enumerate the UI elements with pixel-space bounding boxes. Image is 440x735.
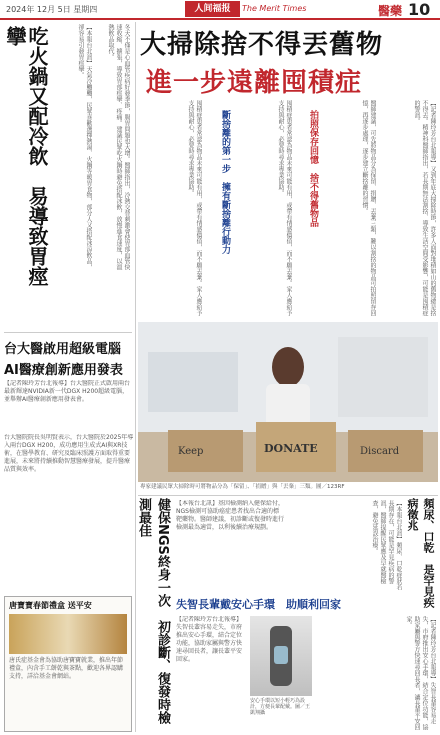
page-header bbox=[0, 0, 440, 20]
left-article-headline: 吃火鍋又配冷飲 易導致胃痙攣 bbox=[3, 26, 49, 286]
page-number: 10 bbox=[408, 0, 431, 19]
ai-headline-line1: 台大醫啟用超級電腦 bbox=[4, 342, 122, 357]
main-body-3: 囤積症患者常認為物品未來可能有用，或帶有情感價值，而不願丟棄。家人應給予支持與耐心，必要時尋求專業協助。 bbox=[277, 100, 292, 316]
newspaper-logo: 人间福报 bbox=[185, 1, 240, 17]
main-headline-1: 大掃除捨不得丟舊物 bbox=[140, 30, 384, 60]
ai-article-body: 台大醫院院長吳明賢表示，台大醫院於2025年導入兩台DGX H200，成功應用生成式AI與XR技術，在醫學教育、研究及臨床照護方面取得重要進展，未來將持續推動智慧醫療發展，提升醫療品質與效率。 bbox=[4, 434, 134, 473]
box-label-keep: Keep bbox=[178, 446, 204, 457]
divider-mid bbox=[138, 495, 438, 496]
divider-left bbox=[135, 22, 136, 732]
ad-title: 唐寶寶春節禮盒 送平安 bbox=[9, 601, 92, 610]
freq-headline: 頻尿、口乾 是罕見疾病徵兆 bbox=[406, 498, 435, 608]
box-label-discard: Discard bbox=[360, 446, 400, 457]
smart-wristband-photo bbox=[250, 616, 312, 696]
smart-headline: 失智長輩戴安心手環 助順利回家 bbox=[176, 598, 341, 611]
photo-illustration bbox=[138, 322, 438, 482]
issue-date: 2024年 12月 5日 星期四 bbox=[6, 5, 98, 14]
smart-body-left: 【記者陳玲芳台北報導】失智長輩容易走失，市府推出安心手環，結合定位功能，協助家屬與警方快速尋回長者，讓長輩平安回家。 bbox=[176, 616, 243, 663]
freq-body: 【本報台北訊】頻尿、口乾症狀若長期存在，可能是罕見疾病的警訊，醫師提醒民眾應及早就醫檢查，避免延誤治療。 bbox=[371, 500, 402, 590]
smart-caption: 安心手環以短小輕巧為設計，方便長輩配戴。圖／王凱翔攝 bbox=[250, 698, 311, 716]
caption-kicker: 拍照保存回憶 捨不得舊物品 bbox=[308, 110, 318, 227]
photo-caption: 專家建議民眾大掃除時可將物品分為「保留」、「捐贈」與「丟棄」三類。圖／123RF bbox=[140, 484, 345, 490]
newspaper-logo-en: The Merit Times bbox=[242, 4, 307, 13]
divider-ai bbox=[4, 332, 132, 333]
box-label-donate: DONATE bbox=[264, 442, 318, 455]
main-body-2: 醫師建議，可先將物品分為保留、捐贈、丟棄三類，難以割捨的物品可拍照留存回憶，再逐步處理，逐步建立斷捨離的習慣。 bbox=[361, 100, 376, 316]
sub-kicker: 斷捨離的第一步 擁有斷捨離行動力 bbox=[220, 110, 230, 254]
ai-article-headline bbox=[4, 338, 132, 378]
ad-gift-image bbox=[9, 614, 127, 654]
main-body-1: 【記者陳玲芳台北報導】又到年底大掃除時節，許多人面對堆積如山的舊物總是捨不得丟。精神科醫師指出，若長期無法割捨、導致生活空間受影響，可能是囤積症的警訊。 bbox=[413, 100, 436, 316]
ai-headline-line2: AI醫療創新應用發表 bbox=[4, 363, 123, 378]
main-photo bbox=[138, 322, 438, 482]
ngs-headline: 健保NGS終身一次 初診斷、復發時檢測最佳 bbox=[136, 498, 170, 724]
ad-body: 唐氏症基金會為協助唐寶寶就業，推出年節禮盒，內含手工餅乾與茶點，歡迎各界認購支持，詳洽基金會網站。 bbox=[9, 657, 124, 680]
left-article-intro: 【本報台北訊】天氣冷颼颼，民眾喜歡選擇熱湯、火鍋等暖胃食物，部分人又搭配冰涼飲品，卻容易引發胃痙攣。 bbox=[77, 24, 92, 270]
left-article-body: 冬天不僅是心血管疾病好發季節，腸胃問題也大增。醫師指出，冷熱交替刺激會使胃部血管快速收縮、擴張，導致胃部痙攣、疼痛。建議民眾吃火鍋時避免搭配冰飲，放慢進食速度，以溫熱飲品取代。 bbox=[107, 24, 130, 270]
main-headline-2: 進一步遠離囤積症 bbox=[146, 68, 363, 98]
main-body-4: 囤積症患者常認為物品未來可能有用，或帶有情感價值，而不願丟棄。家人應給予支持與耐心，必要時尋求專業協助。 bbox=[187, 100, 202, 316]
ad-box bbox=[4, 596, 132, 732]
ngs-body: 【本報台北訊】基因檢測納入健保給付，NGS檢測可協助癌症患者找出合適的標靶藥物。醫師建議，初診斷或復發時進行檢測最為適當，以利後續治療規劃。 bbox=[176, 500, 284, 531]
wristband-icon bbox=[250, 616, 312, 696]
ai-article-intro: 【記者陳玲芳台北報導】台大醫院正式啟用兩台最新輝達NVIDIA新一代DGX H200超級電腦，並舉辦AI醫療創新應用發表會。 bbox=[4, 380, 131, 403]
section-name: 醫藥 bbox=[378, 4, 403, 18]
smart-body-right: 【記者陳玲芳台北報導】失智長輩容易走失，市府推出安心手環，結合定位功能，協助家屬與警方快速尋回長者，讓長輩平安回家。 bbox=[405, 616, 436, 730]
